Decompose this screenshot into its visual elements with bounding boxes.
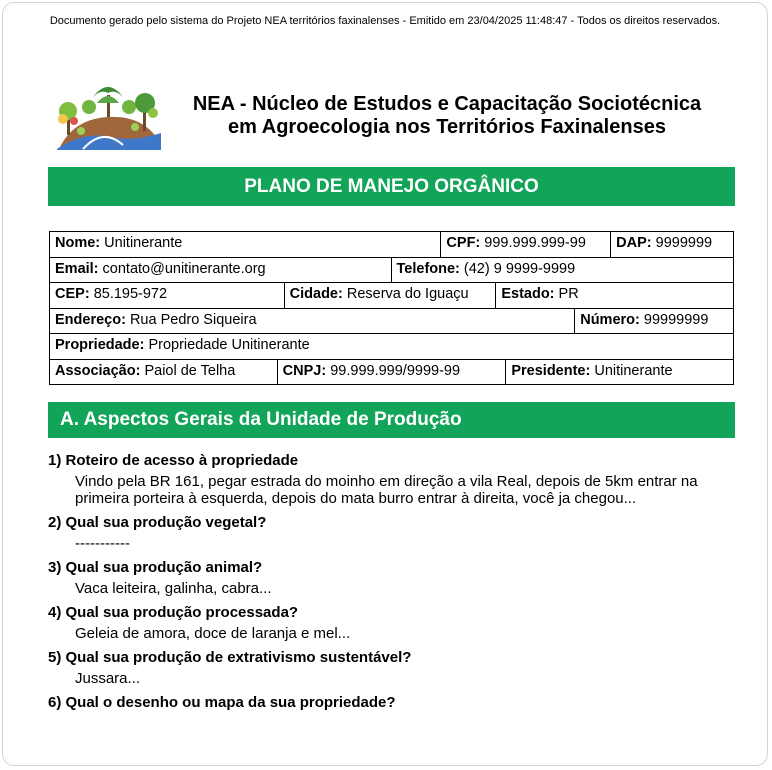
field-value: Paiol de Telha	[144, 362, 236, 379]
field-label: Cidade:	[289, 286, 343, 302]
field-value: Propriedade Unitinerante	[148, 337, 310, 353]
question-text: 1) Roteiro de acesso à propriedade	[48, 452, 299, 469]
field-endereco	[49, 308, 575, 335]
field-label: DAP:	[616, 235, 652, 251]
field-telefone	[391, 257, 735, 284]
answer-text: Vindo pela BR 161, pegar estrada do moinho em direção a vila Real, depois de 5km entrar na primeira porteira à esquerda, depois do mata burro entrar à direita, você ja chegou...	[75, 473, 698, 507]
field-value: (42) 9 9999-9999	[463, 260, 576, 277]
field-value: 99999999	[643, 311, 709, 328]
info-row	[49, 283, 734, 309]
document-title: PLANO DE MANEJO ORGÂNICO	[48, 167, 735, 206]
field-estado	[495, 282, 734, 309]
field-value: Unitinerante	[594, 362, 673, 379]
organization-name	[173, 93, 721, 139]
field-value: Rua Pedro Siqueira	[129, 311, 257, 328]
field-label: Telefone:	[396, 260, 460, 277]
field-value: 85.195-972	[93, 286, 168, 302]
field-dap	[610, 231, 734, 258]
question-text: 3) Qual sua produção animal?	[48, 559, 263, 576]
questions-list	[48, 451, 738, 718]
answer-text: Vaca leiteira, galinha, cabra...	[75, 580, 272, 597]
field-label: Estado:	[501, 286, 555, 302]
question-text: 5) Qual sua produção de extrativismo sustentável?	[48, 649, 412, 666]
field-value: Reserva do Iguaçu	[346, 286, 469, 302]
producer-info-table	[49, 232, 734, 385]
field-label: Nome:	[55, 235, 101, 251]
field-label: CEP:	[55, 286, 90, 302]
field-presidente	[505, 359, 734, 386]
field-label: Propriedade:	[55, 337, 145, 353]
question-item	[48, 513, 738, 552]
field-value: Unitinerante	[104, 235, 183, 251]
question-item	[48, 603, 738, 642]
field-label: Endereço:	[55, 311, 126, 328]
organization-name-line2: em Agroecologia nos Territórios Faxinalenses	[228, 116, 666, 138]
field-label: Email:	[55, 260, 99, 277]
question-item	[48, 648, 738, 687]
field-propriedade	[49, 333, 734, 360]
question-text: 6) Qual o desenho ou mapa da sua propriedade?	[48, 694, 396, 711]
field-label: CNPJ:	[282, 362, 327, 379]
answer-text: Jussara...	[75, 670, 141, 687]
question-item	[48, 451, 738, 507]
agroecology-landscape-logo	[53, 79, 165, 151]
question-text: 2) Qual sua produção vegetal?	[48, 514, 267, 531]
info-row	[49, 360, 734, 386]
info-row	[49, 334, 734, 360]
info-row	[49, 258, 734, 284]
answer-text: Geleia de amora, doce de laranja e mel...	[75, 625, 351, 642]
field-label: Número:	[580, 311, 640, 328]
document-page	[2, 2, 768, 766]
field-label: Associação:	[55, 362, 141, 379]
field-value: 99.999.999/9999-99	[330, 362, 461, 379]
field-cep	[49, 282, 285, 309]
info-row	[49, 232, 734, 258]
organization-name-line1: NEA - Núcleo de Estudos e Capacitação Sociotécnica	[192, 93, 702, 115]
question-item	[48, 558, 738, 597]
field-label: CPF:	[446, 235, 481, 251]
field-numero	[574, 308, 734, 335]
field-associacao	[49, 359, 278, 386]
field-value: PR	[558, 286, 579, 302]
info-row	[49, 309, 734, 335]
field-value: 9999999	[655, 235, 713, 251]
field-email	[49, 257, 392, 284]
field-value: 999.999.999-99	[484, 235, 586, 251]
question-item	[48, 693, 738, 712]
field-label: Presidente:	[511, 362, 591, 379]
field-cidade	[284, 282, 497, 309]
header-note: Documento gerado pelo sistema do Projeto NEA territórios faxinalenses - Emitido em 23/04/2025 11:48:47 - Todos os direitos reservados.	[49, 15, 721, 27]
question-text: 4) Qual sua produção processada?	[48, 604, 299, 621]
field-nome	[49, 231, 441, 258]
answer-text: -----------	[75, 535, 130, 552]
field-value: contato@unitinerante.org	[102, 260, 266, 277]
section-a-title: A. Aspectos Gerais da Unidade de Produção	[48, 402, 735, 438]
field-cnpj	[277, 359, 507, 386]
field-cpf	[440, 231, 611, 258]
